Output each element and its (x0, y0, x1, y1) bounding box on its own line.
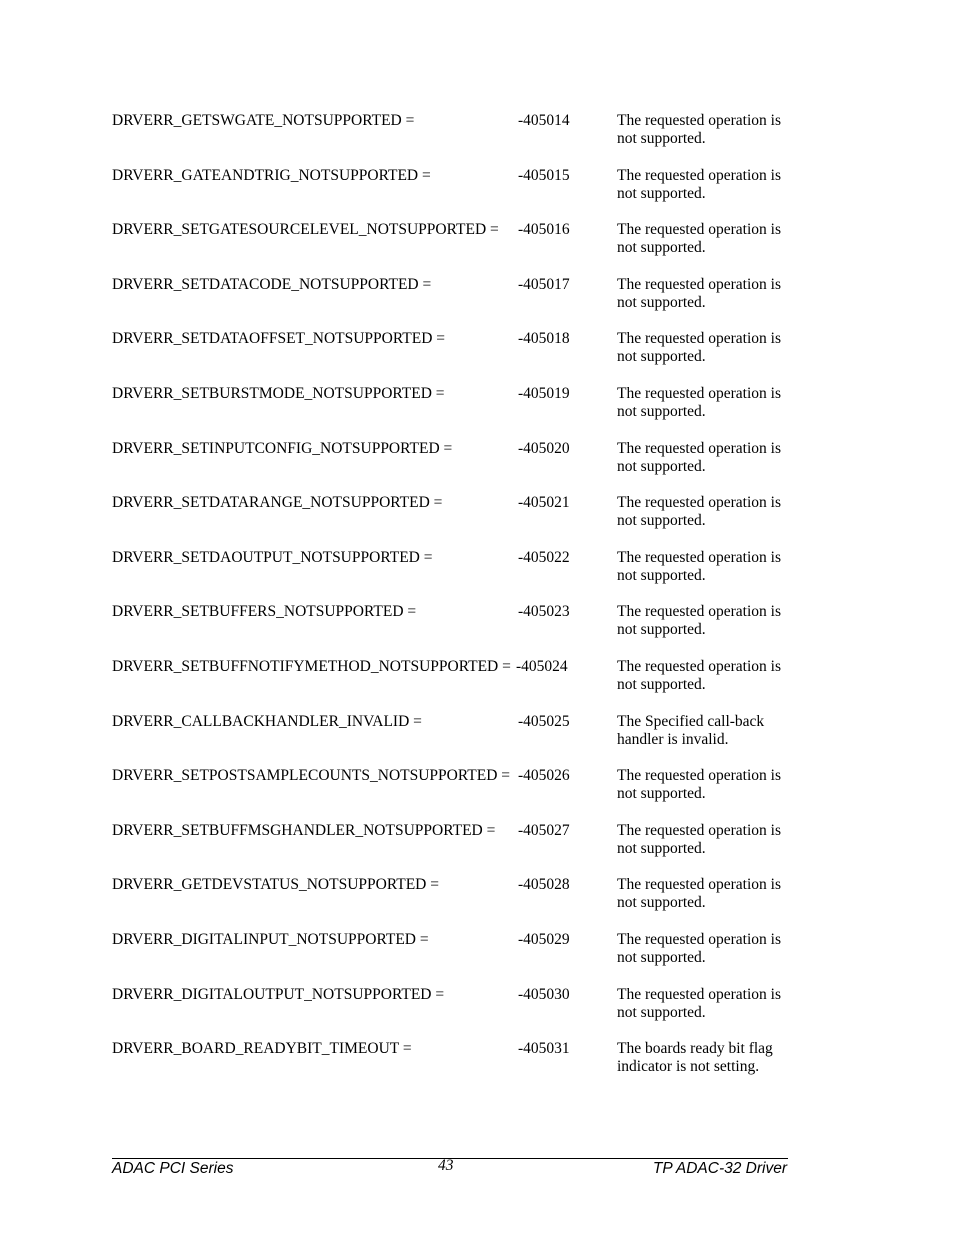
error-name: DRVERR_SETPOSTSAMPLECOUNTS_NOTSUPPORTED = (112, 767, 511, 785)
error-name: DRVERR_SETBUFFERS_NOTSUPPORTED = (112, 603, 417, 621)
error-entry (112, 167, 792, 222)
error-name: DRVERR_SETDAOUTPUT_NOTSUPPORTED = (112, 548, 433, 566)
error-description: The boards ready bit flag indicator is not setting. (617, 1040, 773, 1076)
error-entry (112, 767, 792, 822)
footer-document-title: TP ADAC-32 Driver (652, 1160, 787, 1177)
error-name: DRVERR_SETBUFFNOTIFYMETHOD_NOTSUPPORTED = (112, 657, 511, 675)
error-code: -405025 (518, 712, 570, 730)
error-name: DRVERR_BOARD_READYBIT_TIMEOUT = (112, 1040, 412, 1058)
error-code: -405027 (518, 821, 570, 839)
error-code: -405024 (516, 657, 568, 675)
error-description: The requested operation is not supported. (617, 930, 781, 966)
error-code-list (112, 112, 792, 1095)
error-description: The requested operation is not supported. (617, 876, 781, 912)
error-entry (112, 603, 792, 658)
error-name: DRVERR_GETDEVSTATUS_NOTSUPPORTED = (112, 876, 439, 894)
error-entry (112, 276, 792, 331)
error-code: -405026 (518, 767, 570, 785)
error-name: DRVERR_DIGITALOUTPUT_NOTSUPPORTED = (112, 985, 445, 1003)
error-code: -405019 (518, 384, 570, 402)
error-code: -405029 (518, 930, 570, 948)
error-name: DRVERR_GETSWGATE_NOTSUPPORTED = (112, 112, 415, 129)
error-entry (112, 822, 792, 877)
error-code: -405031 (518, 1040, 570, 1058)
error-entry (112, 330, 792, 385)
error-entry (112, 986, 792, 1041)
error-code: -405018 (518, 330, 570, 348)
error-description: The requested operation is not supported. (617, 657, 781, 693)
error-entry (112, 221, 792, 276)
error-name: DRVERR_CALLBACKHANDLER_INVALID = (112, 712, 422, 730)
error-description: The requested operation is not supported. (617, 548, 781, 584)
error-code: -405017 (518, 275, 570, 293)
error-entry (112, 713, 792, 768)
error-entry (112, 658, 792, 713)
error-name: DRVERR_SETDATARANGE_NOTSUPPORTED = (112, 494, 443, 512)
error-description: The Specified call-back handler is invalid. (617, 712, 765, 748)
error-entry (112, 1040, 792, 1095)
footer-series-title: ADAC PCI Series (112, 1160, 234, 1177)
error-description: The requested operation is not supported. (617, 767, 781, 803)
error-name: DRVERR_SETDATAOFFSET_NOTSUPPORTED = (112, 330, 446, 348)
error-entry (112, 112, 792, 167)
error-entry (112, 931, 792, 986)
error-description: The requested operation is not supported. (617, 439, 781, 475)
error-name: DRVERR_SETINPUTCONFIG_NOTSUPPORTED = (112, 439, 453, 457)
error-name: DRVERR_SETGATESOURCELEVEL_NOTSUPPORTED = (112, 221, 499, 239)
error-description: The requested operation is not supported. (617, 112, 781, 147)
error-code: -405022 (518, 548, 570, 566)
error-name: DRVERR_SETBUFFMSGHANDLER_NOTSUPPORTED = (112, 821, 496, 839)
error-code: -405016 (518, 221, 570, 239)
error-description: The requested operation is not supported. (617, 166, 781, 202)
error-description: The requested operation is not supported. (617, 221, 781, 257)
error-code: -405015 (518, 166, 570, 184)
error-code: -405014 (518, 112, 570, 129)
error-description: The requested operation is not supported. (617, 985, 781, 1021)
error-entry (112, 494, 792, 549)
error-entry (112, 385, 792, 440)
error-entry (112, 549, 792, 604)
page-number: 43 (438, 1157, 454, 1174)
error-description: The requested operation is not supported. (617, 330, 781, 366)
error-name: DRVERR_SETBURSTMODE_NOTSUPPORTED = (112, 384, 445, 402)
error-name: DRVERR_DIGITALINPUT_NOTSUPPORTED = (112, 930, 429, 948)
error-entry (112, 876, 792, 931)
error-description: The requested operation is not supported. (617, 821, 781, 857)
error-code: -405030 (518, 985, 570, 1003)
error-description: The requested operation is not supported. (617, 384, 781, 420)
error-name: DRVERR_SETDATACODE_NOTSUPPORTED = (112, 275, 432, 293)
error-description: The requested operation is not supported. (617, 494, 781, 530)
error-entry (112, 440, 792, 495)
error-code: -405020 (518, 439, 570, 457)
error-description: The requested operation is not supported. (617, 603, 781, 639)
error-description: The requested operation is not supported. (617, 275, 781, 311)
error-code: -405021 (518, 494, 570, 512)
error-name: DRVERR_GATEANDTRIG_NOTSUPPORTED = (112, 166, 431, 184)
error-code: -405028 (518, 876, 570, 894)
error-code: -405023 (518, 603, 570, 621)
